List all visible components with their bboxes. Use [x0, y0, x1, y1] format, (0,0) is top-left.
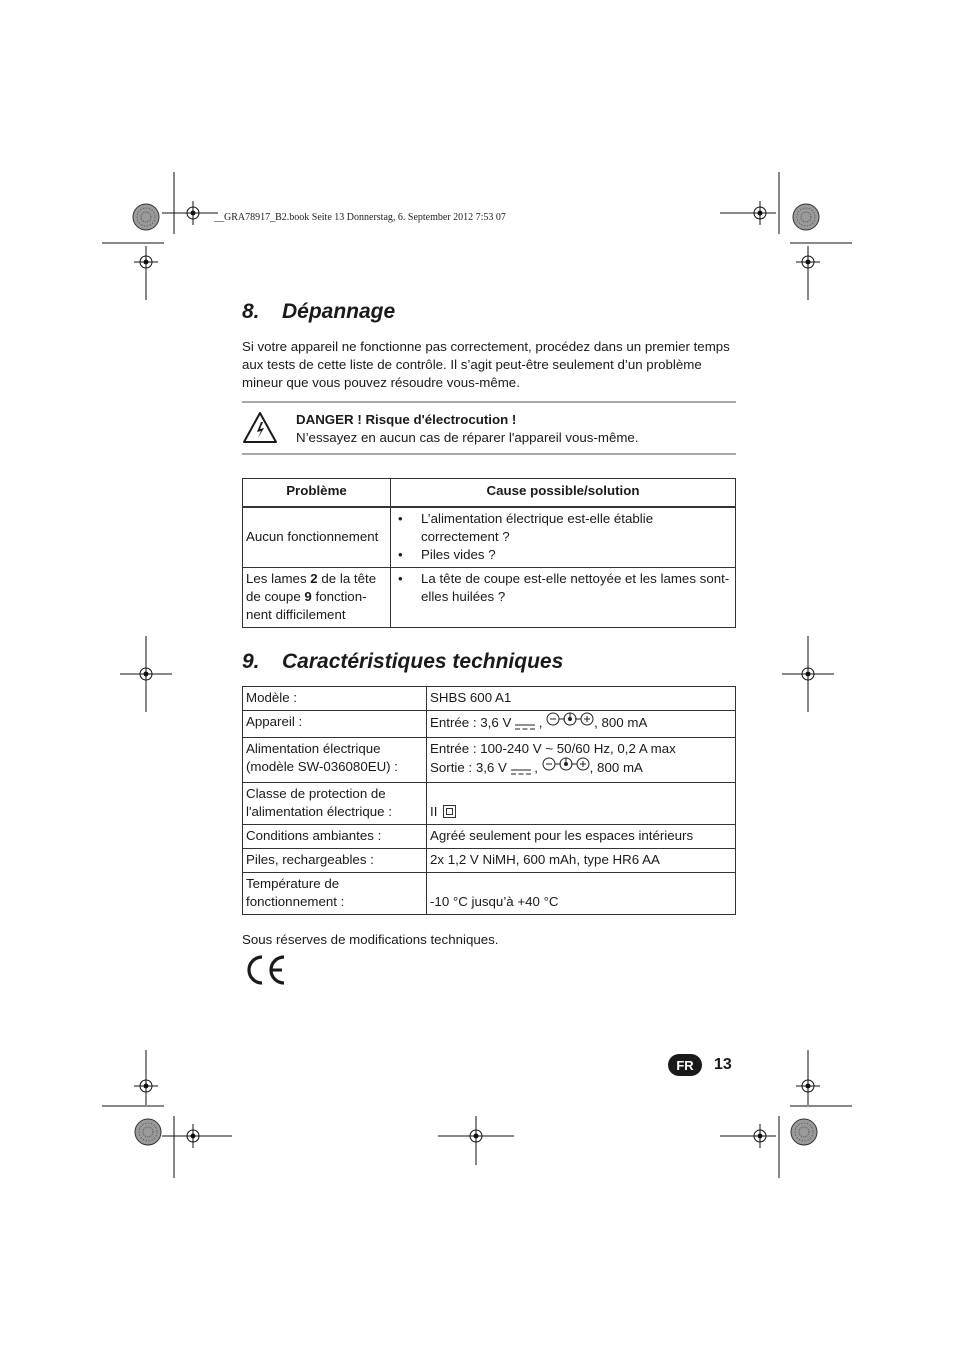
problem-cell: Aucun fonctionnement [243, 507, 391, 568]
spec-value: II [427, 783, 736, 825]
spec-label: Modèle : [243, 687, 427, 711]
specifications-table [242, 686, 736, 915]
polarity-icon [542, 756, 590, 777]
cause-cell [391, 507, 736, 568]
section-8-intro: Si votre appareil ne fonctionne pas correctement, procédez dans un premier temps aux tests de cette liste de contrôle. Il s’agit peut-être seulement d’un problème mineur que vous pouvez résoudre vous-même. [242, 339, 730, 390]
table-header-row [243, 479, 736, 508]
reserve-note: Sous réserves de modifications techniques. [242, 932, 499, 947]
warning-electric-icon [242, 411, 296, 449]
troubleshooting-table [242, 478, 736, 628]
table-row [243, 849, 736, 873]
print-header: __GRA78917_B2.book Seite 13 Donnerstag, 6. September 2012 7:53 07 [214, 212, 506, 223]
page-content [242, 300, 736, 992]
dc-current-icon [515, 718, 535, 726]
table-row [243, 507, 736, 568]
list-item: • Piles vides ? [394, 546, 732, 564]
spec-label: Classe de protection de l'alimentation électrique : [243, 783, 427, 825]
table-row [243, 568, 736, 628]
problem-cell: Les lames 2 de la tête de coupe 9 fonction-nent difficilement [243, 568, 391, 628]
protection-class-ii-icon [443, 805, 456, 818]
ce-mark-icon [242, 953, 736, 992]
spec-label: Appareil : [243, 711, 427, 738]
table-row [243, 687, 736, 711]
language-badge: FR [668, 1054, 702, 1076]
spec-value: Agréé seulement pour les espaces intérieurs [427, 825, 736, 849]
spec-value: SHBS 600 A1 [427, 687, 736, 711]
danger-text: N’essayez en aucun cas de réparer l'appareil vous-même. [296, 430, 639, 445]
table-row [243, 873, 736, 915]
header-cause: Cause possible/solution [391, 479, 736, 508]
table-row [243, 825, 736, 849]
spec-label: Alimentation électrique (modèle SW-036080EU) : [243, 738, 427, 783]
spec-label: Piles, rechargeables : [243, 849, 427, 873]
section-9-number: 9. [242, 650, 260, 673]
spec-value: -10 °C jusqu’à +40 °C [427, 873, 736, 915]
polarity-icon [546, 711, 594, 732]
header-problem: Problème [243, 479, 391, 508]
table-row [243, 711, 736, 738]
dc-current-icon [511, 763, 531, 771]
spec-value: Entrée : 100-240 V ~ 50/60 Hz, 0,2 A max Sortie : 3,6 V , , 800 mA [427, 738, 736, 783]
danger-notice [242, 401, 736, 455]
danger-title: DANGER ! Risque d'électrocution ! [296, 412, 517, 427]
section-8-number: 8. [242, 300, 260, 323]
table-row [243, 783, 736, 825]
list-item: • L’alimentation électrique est-elle établie correctement ? [394, 510, 732, 546]
list-item: • La tête de coupe est-elle nettoyée et les lames sont-elles huilées ? [394, 570, 732, 606]
section-9-heading [242, 650, 736, 674]
spec-value: 2x 1,2 V NiMH, 600 mAh, type HR6 AA [427, 849, 736, 873]
spec-value: Entrée : 3,6 V , , 800 mA [427, 711, 736, 738]
page-number: 13 [714, 1056, 732, 1073]
section-8-title: Dépannage [282, 300, 396, 323]
spec-label: Conditions ambiantes : [243, 825, 427, 849]
cause-cell [391, 568, 736, 628]
table-row [243, 738, 736, 783]
section-8-heading [242, 300, 736, 324]
page-footer [668, 1054, 732, 1076]
section-9-title: Caractéristiques techniques [282, 650, 564, 673]
spec-label: Température de fonctionnement : [243, 873, 427, 915]
